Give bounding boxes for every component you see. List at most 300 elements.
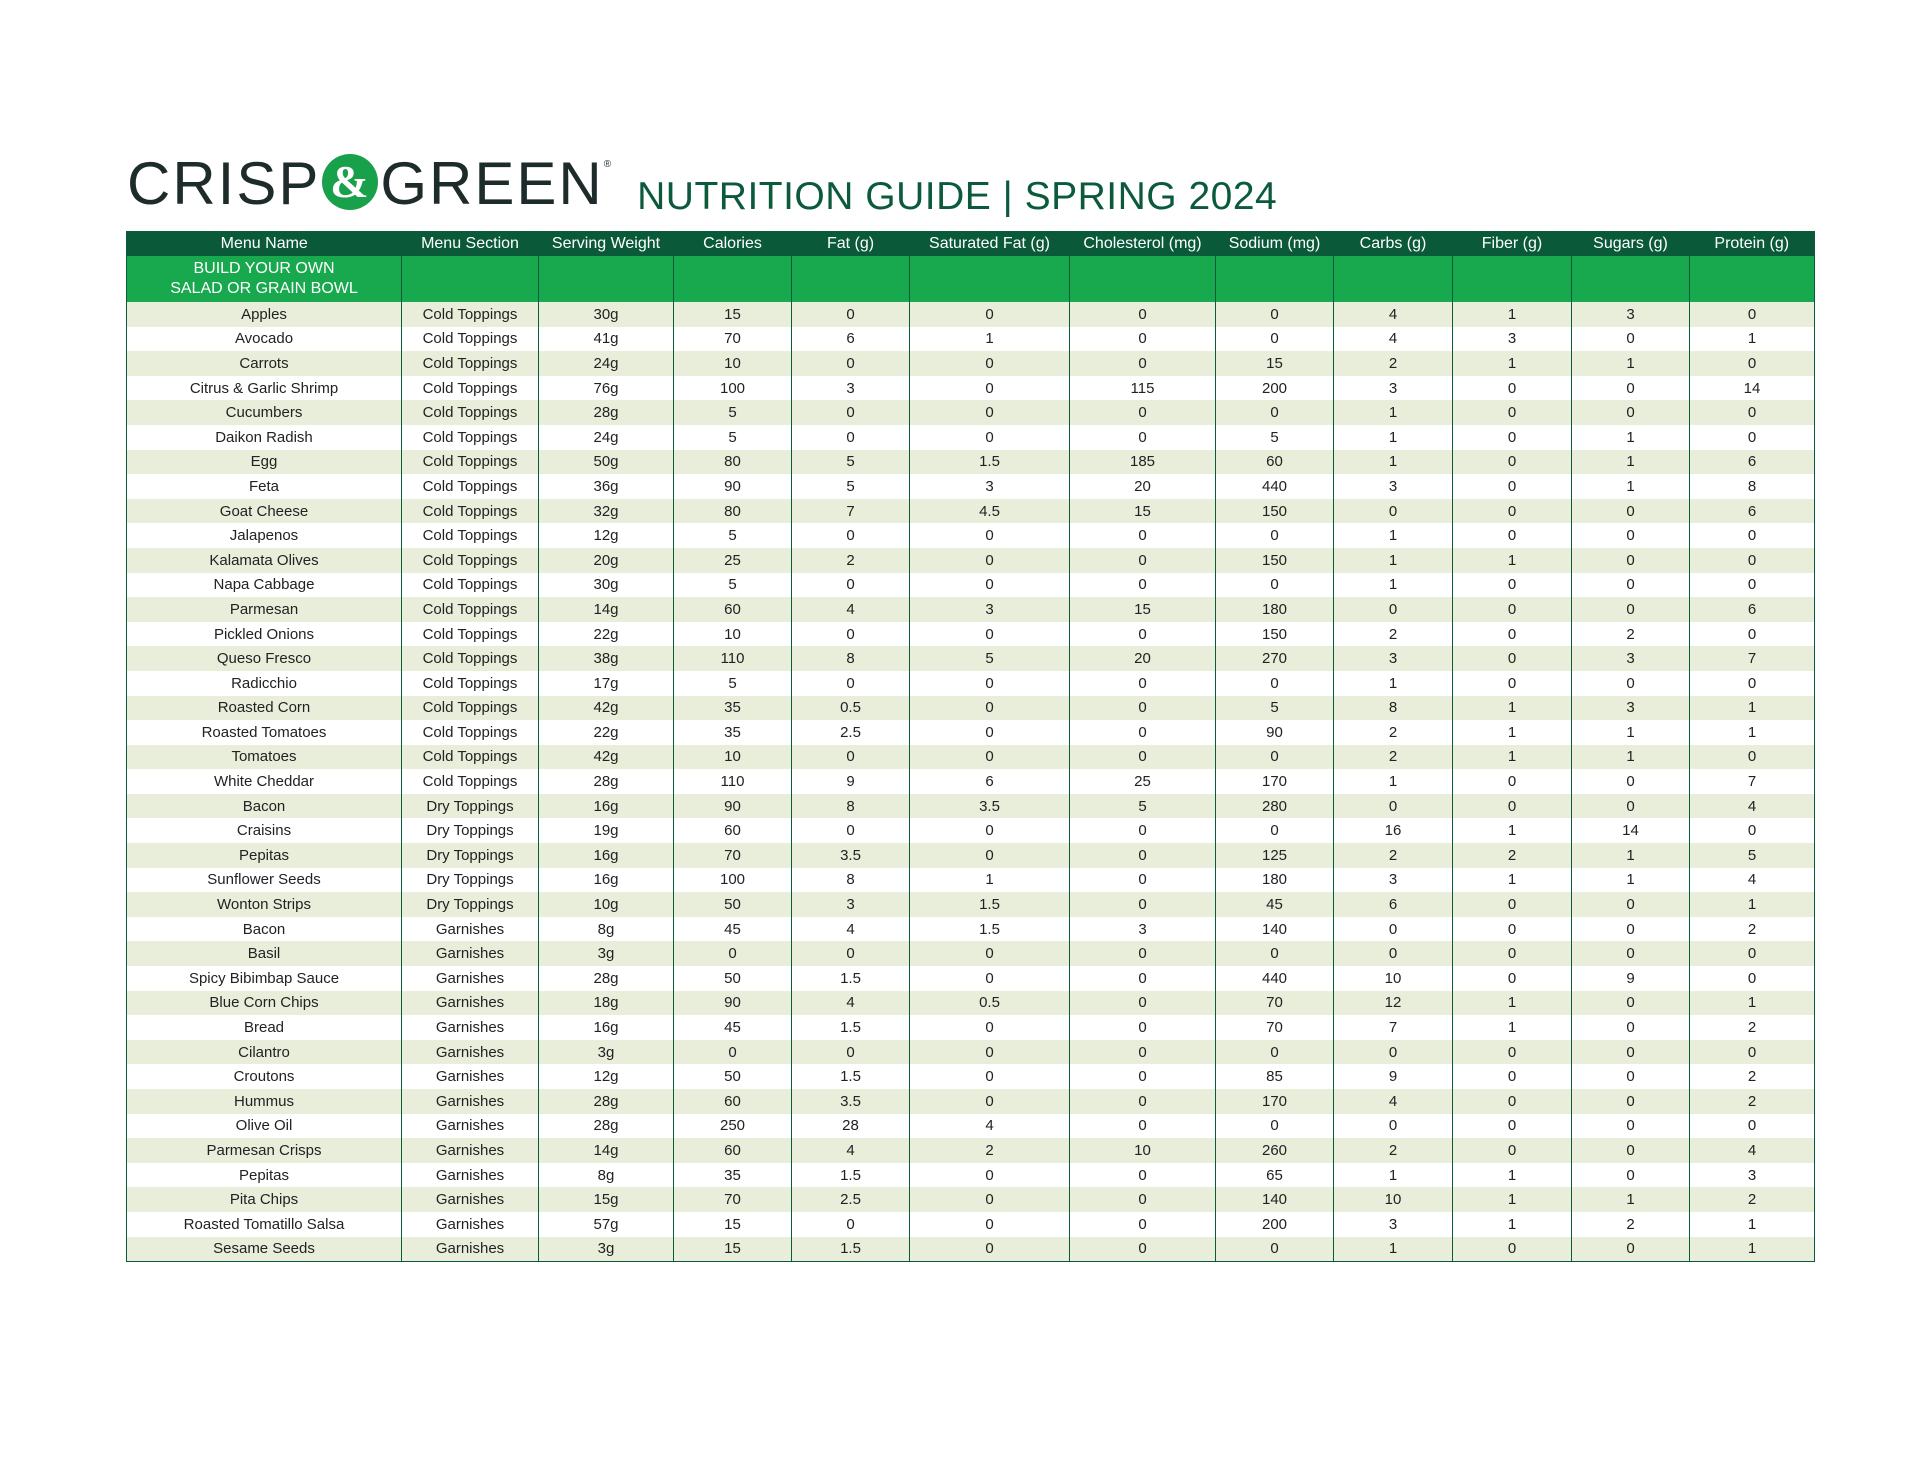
menu-item-name: Parmesan Crisps [127,1138,402,1163]
table-cell: 0 [1216,941,1334,966]
table-cell: 9 [792,769,910,794]
table-row [127,671,1815,696]
table-cell: 14 [1572,818,1690,843]
table-row [127,794,1815,819]
table-cell: 1 [1334,400,1453,425]
table-cell: 2 [1334,720,1453,745]
table-cell: 3 [1334,646,1453,671]
table-cell: 0 [1453,892,1572,917]
table-cell: 0 [1453,376,1572,401]
table-cell: 0 [910,818,1070,843]
table-cell: Cold Toppings [402,523,539,548]
table-cell: 0 [1572,1015,1690,1040]
section-cell [910,256,1070,302]
table-cell: 0 [792,351,910,376]
table-cell: 1 [1453,720,1572,745]
table-cell: Cold Toppings [402,376,539,401]
table-cell: 3 [1334,376,1453,401]
table-cell: 0 [910,1015,1070,1040]
table-cell: 0 [1070,1212,1216,1237]
table-cell: 0 [1070,1114,1216,1139]
table-cell: 1 [1572,474,1690,499]
table-cell: 0.5 [910,991,1070,1016]
menu-item-name: Spicy Bibimbap Sauce [127,966,402,991]
table-cell: 140 [1216,917,1334,942]
table-cell: 1 [1572,351,1690,376]
table-cell: 3g [539,1040,674,1065]
section-cell [402,256,539,302]
table-cell: 10 [1334,966,1453,991]
table-cell: 0 [1453,1114,1572,1139]
table-cell: 1 [1334,573,1453,598]
table-cell: 65 [1216,1163,1334,1188]
table-cell: 8 [792,794,910,819]
table-cell: 16g [539,1015,674,1040]
table-cell: 8 [792,646,910,671]
table-cell: 2 [1572,1212,1690,1237]
menu-item-name: Cucumbers [127,400,402,425]
table-cell: 0 [1070,818,1216,843]
table-cell: 0 [1690,523,1815,548]
table-row [127,1212,1815,1237]
table-cell: Garnishes [402,1163,539,1188]
table-cell: 1 [1572,450,1690,475]
table-cell: 2 [1690,1089,1815,1114]
table-cell: 8g [539,1163,674,1188]
table-row [127,523,1815,548]
table-cell: 0 [1070,548,1216,573]
table-cell: 0 [1070,966,1216,991]
column-header: Serving Weight [539,232,674,257]
table-cell: 8 [792,868,910,893]
table-cell: 5 [1216,696,1334,721]
menu-item-name: Tomatoes [127,745,402,770]
table-cell: Dry Toppings [402,818,539,843]
table-cell: 1 [1334,548,1453,573]
table-cell: 5 [674,400,792,425]
table-cell: 28g [539,1089,674,1114]
table-row [127,548,1815,573]
table-cell: 42g [539,696,674,721]
table-cell: 0 [1572,573,1690,598]
table-cell: 0 [1690,622,1815,647]
table-cell: 0 [1453,1064,1572,1089]
table-cell: 8 [1690,474,1815,499]
menu-item-name: Apples [127,302,402,327]
table-cell: 100 [674,376,792,401]
table-cell: 0 [910,1212,1070,1237]
table-cell: Cold Toppings [402,646,539,671]
table-cell: 0 [1216,523,1334,548]
menu-item-name: Olive Oil [127,1114,402,1139]
table-cell: 0 [1690,941,1815,966]
table-cell: 0 [1070,843,1216,868]
table-cell: 3 [1572,302,1690,327]
table-row [127,745,1815,770]
table-cell: 200 [1216,1212,1334,1237]
menu-item-name: Citrus & Garlic Shrimp [127,376,402,401]
table-cell: 6 [1690,597,1815,622]
table-cell: 115 [1070,376,1216,401]
table-row [127,966,1815,991]
table-cell: 0 [1334,597,1453,622]
table-cell: 1 [1453,1015,1572,1040]
table-cell: 4 [910,1114,1070,1139]
page-header [127,150,1278,218]
table-row [127,376,1815,401]
table-cell: Dry Toppings [402,843,539,868]
table-cell: 80 [674,499,792,524]
table-cell: 1.5 [910,892,1070,917]
table-cell: 5 [674,573,792,598]
table-cell: 0 [910,1089,1070,1114]
table-cell: 0 [1453,794,1572,819]
table-cell: 1 [1334,450,1453,475]
table-cell: 1 [1453,991,1572,1016]
table-cell: 5 [1690,843,1815,868]
table-cell: 0 [910,843,1070,868]
table-cell: 35 [674,720,792,745]
table-cell: 4 [792,597,910,622]
table-cell: 2 [1334,622,1453,647]
table-row [127,1187,1815,1212]
table-cell: 1 [1453,745,1572,770]
table-cell: 1.5 [910,917,1070,942]
table-cell: 0 [910,1187,1070,1212]
table-cell: 3.5 [910,794,1070,819]
table-cell: 1 [1453,696,1572,721]
table-cell: 2 [1690,1064,1815,1089]
table-row [127,917,1815,942]
table-cell: 0 [1070,425,1216,450]
table-row [127,474,1815,499]
table-cell: 0 [1453,769,1572,794]
table-cell: 0 [910,622,1070,647]
menu-item-name: Egg [127,450,402,475]
table-cell: 0 [1690,302,1815,327]
table-cell: 0 [1572,1163,1690,1188]
menu-item-name: Craisins [127,818,402,843]
table-cell: 14g [539,1138,674,1163]
table-cell: Cold Toppings [402,302,539,327]
table-cell: Garnishes [402,1212,539,1237]
table-cell: 1 [1572,425,1690,450]
section-cell [1572,256,1690,302]
table-row [127,450,1815,475]
table-cell: 0 [1453,523,1572,548]
table-cell: 1.5 [792,1237,910,1262]
table-cell: 0 [1453,671,1572,696]
table-cell: 60 [1216,450,1334,475]
table-cell: 0 [1690,573,1815,598]
table-cell: 0 [1572,1114,1690,1139]
table-cell: 0 [1572,597,1690,622]
table-cell: 0 [1070,1064,1216,1089]
menu-item-name: Wonton Strips [127,892,402,917]
table-cell: 90 [674,991,792,1016]
table-cell: 0 [1334,917,1453,942]
table-cell: 0 [910,351,1070,376]
table-cell: 180 [1216,597,1334,622]
table-cell: 140 [1216,1187,1334,1212]
table-cell: 0 [1572,376,1690,401]
table-cell: 0 [1572,400,1690,425]
table-cell: 70 [1216,1015,1334,1040]
table-cell: 0 [1216,327,1334,352]
table-cell: 45 [674,1015,792,1040]
table-cell: 0 [792,302,910,327]
table-cell: 0 [1070,1187,1216,1212]
table-cell: 24g [539,425,674,450]
table-cell: 10 [674,351,792,376]
table-cell: 110 [674,646,792,671]
table-cell: Cold Toppings [402,425,539,450]
table-cell: 0 [1453,917,1572,942]
table-cell: Dry Toppings [402,868,539,893]
table-cell: 15 [1216,351,1334,376]
table-row [127,351,1815,376]
table-cell: 10g [539,892,674,917]
menu-item-name: Roasted Corn [127,696,402,721]
table-cell: 0 [1070,941,1216,966]
table-cell: 5 [792,450,910,475]
table-cell: 0 [910,1064,1070,1089]
table-cell: 3 [910,597,1070,622]
table-cell: 3 [1070,917,1216,942]
table-row [127,425,1815,450]
table-cell: 1 [1572,843,1690,868]
table-cell: 10 [1070,1138,1216,1163]
table-cell: 41g [539,327,674,352]
table-cell: Cold Toppings [402,769,539,794]
table-cell: 0 [792,573,910,598]
table-cell: 57g [539,1212,674,1237]
table-cell: 0 [1070,868,1216,893]
table-cell: 0 [1216,818,1334,843]
table-cell: 0 [1070,302,1216,327]
table-cell: 80 [674,450,792,475]
table-row [127,868,1815,893]
table-cell: 1 [1572,868,1690,893]
table-cell: Garnishes [402,991,539,1016]
menu-item-name: Bread [127,1015,402,1040]
table-cell: 4 [1690,868,1815,893]
table-cell: 0 [1334,499,1453,524]
table-cell: 0 [1690,1114,1815,1139]
table-cell: 60 [674,1089,792,1114]
table-cell: 10 [1334,1187,1453,1212]
table-cell: 25 [1070,769,1216,794]
table-cell: 3 [1572,646,1690,671]
table-cell: 1 [1572,745,1690,770]
table-cell: 16g [539,868,674,893]
table-cell: 1 [1453,1212,1572,1237]
table-cell: Cold Toppings [402,696,539,721]
table-cell: 0 [1216,1237,1334,1262]
column-header: Sodium (mg) [1216,232,1334,257]
table-cell: 0 [1572,1138,1690,1163]
table-row [127,696,1815,721]
table-cell: Cold Toppings [402,400,539,425]
table-row [127,573,1815,598]
table-cell: Garnishes [402,917,539,942]
table-cell: 4 [792,1138,910,1163]
menu-item-name: Queso Fresco [127,646,402,671]
table-cell: 1 [910,868,1070,893]
table-cell: 70 [674,327,792,352]
table-cell: 0 [1070,1040,1216,1065]
table-cell: Garnishes [402,1138,539,1163]
table-cell: 0 [1572,1064,1690,1089]
table-cell: 0 [674,1040,792,1065]
table-cell: 3 [910,474,1070,499]
table-cell: 0 [910,1040,1070,1065]
table-cell: 0 [1572,548,1690,573]
column-header: Saturated Fat (g) [910,232,1070,257]
table-cell: 0 [1690,548,1815,573]
table-cell: 0 [1070,622,1216,647]
table-cell: 4 [792,991,910,1016]
table-cell: 0 [792,400,910,425]
menu-item-name: Sesame Seeds [127,1237,402,1262]
table-cell: 1 [1690,327,1815,352]
table-cell: 4 [1334,1089,1453,1114]
table-cell: 16g [539,843,674,868]
table-cell: 0 [1690,1040,1815,1065]
menu-item-name: Sunflower Seeds [127,868,402,893]
table-cell: 5 [792,474,910,499]
column-header: Fiber (g) [1453,232,1572,257]
table-cell: 440 [1216,474,1334,499]
table-cell: 0 [910,425,1070,450]
table-cell: 50 [674,1064,792,1089]
table-cell: Cold Toppings [402,351,539,376]
table-row [127,1237,1815,1262]
table-cell: 2.5 [792,1187,910,1212]
table-cell: 0 [1453,1138,1572,1163]
registered-mark: ® [603,159,614,170]
table-cell: 10 [674,745,792,770]
menu-item-name: Pepitas [127,843,402,868]
table-cell: Cold Toppings [402,474,539,499]
menu-item-name: Croutons [127,1064,402,1089]
table-cell: 0 [910,573,1070,598]
table-cell: 15g [539,1187,674,1212]
table-cell: 0 [1453,474,1572,499]
table-cell: 70 [1216,991,1334,1016]
table-cell: 3 [1334,474,1453,499]
table-cell: 5 [674,671,792,696]
section-cell [674,256,792,302]
table-cell: 22g [539,720,674,745]
table-cell: 0 [1572,941,1690,966]
table-cell: 0 [1070,696,1216,721]
table-cell: 5 [1216,425,1334,450]
table-cell: 6 [910,769,1070,794]
menu-item-name: Kalamata Olives [127,548,402,573]
table-cell: Cold Toppings [402,450,539,475]
table-cell: 1 [1334,1163,1453,1188]
table-cell: 100 [674,868,792,893]
table-cell: 0 [1070,991,1216,1016]
table-row [127,892,1815,917]
logo-text-green: GREEN [380,150,604,217]
table-cell: 6 [1690,499,1815,524]
table-cell: 0 [1453,1237,1572,1262]
menu-item-name: Pepitas [127,1163,402,1188]
table-cell: 0 [792,622,910,647]
table-cell: 0 [1070,327,1216,352]
table-cell: 0 [792,941,910,966]
table-cell: 70 [674,1187,792,1212]
table-cell: 14 [1690,376,1815,401]
menu-item-name: Radicchio [127,671,402,696]
table-cell: Garnishes [402,1114,539,1139]
table-cell: 1 [1690,696,1815,721]
table-cell: 185 [1070,450,1216,475]
table-cell: 0 [1690,671,1815,696]
table-cell: 28g [539,769,674,794]
table-cell: 3g [539,1237,674,1262]
menu-item-name: Roasted Tomatillo Salsa [127,1212,402,1237]
table-cell: 60 [674,818,792,843]
table-cell: 7 [792,499,910,524]
table-cell: 6 [1690,450,1815,475]
table-cell: 1 [1453,818,1572,843]
table-cell: 0 [792,1212,910,1237]
table-cell: 2 [1690,1187,1815,1212]
table-cell: Garnishes [402,1187,539,1212]
table-cell: 8g [539,917,674,942]
table-cell: 60 [674,1138,792,1163]
table-row [127,1089,1815,1114]
table-cell: 4 [1334,327,1453,352]
table-cell: 0 [1070,745,1216,770]
table-cell: 15 [674,1212,792,1237]
table-cell: 0 [1070,573,1216,598]
table-cell: 2 [792,548,910,573]
table-cell: Dry Toppings [402,794,539,819]
section-cell [1070,256,1216,302]
table-cell: 0 [792,523,910,548]
table-row [127,1114,1815,1139]
table-row [127,843,1815,868]
table-cell: 19g [539,818,674,843]
table-cell: 2.5 [792,720,910,745]
table-cell: 1.5 [910,450,1070,475]
table-cell: 28g [539,966,674,991]
table-cell: 0 [792,671,910,696]
table-cell: Cold Toppings [402,671,539,696]
table-cell: 2 [910,1138,1070,1163]
table-cell: 0 [910,376,1070,401]
table-cell: 0 [1690,966,1815,991]
table-cell: 0 [1572,892,1690,917]
section-cell [1453,256,1572,302]
table-cell: 0 [1070,892,1216,917]
table-row [127,1040,1815,1065]
table-cell: 5 [674,425,792,450]
table-cell: 0 [910,941,1070,966]
table-cell: Cold Toppings [402,548,539,573]
table-cell: 5 [910,646,1070,671]
table-cell: 6 [1334,892,1453,917]
table-cell: 0 [1572,917,1690,942]
table-cell: 0 [910,966,1070,991]
table-cell: Cold Toppings [402,597,539,622]
table-cell: 3 [1453,327,1572,352]
table-cell: 1 [1453,302,1572,327]
